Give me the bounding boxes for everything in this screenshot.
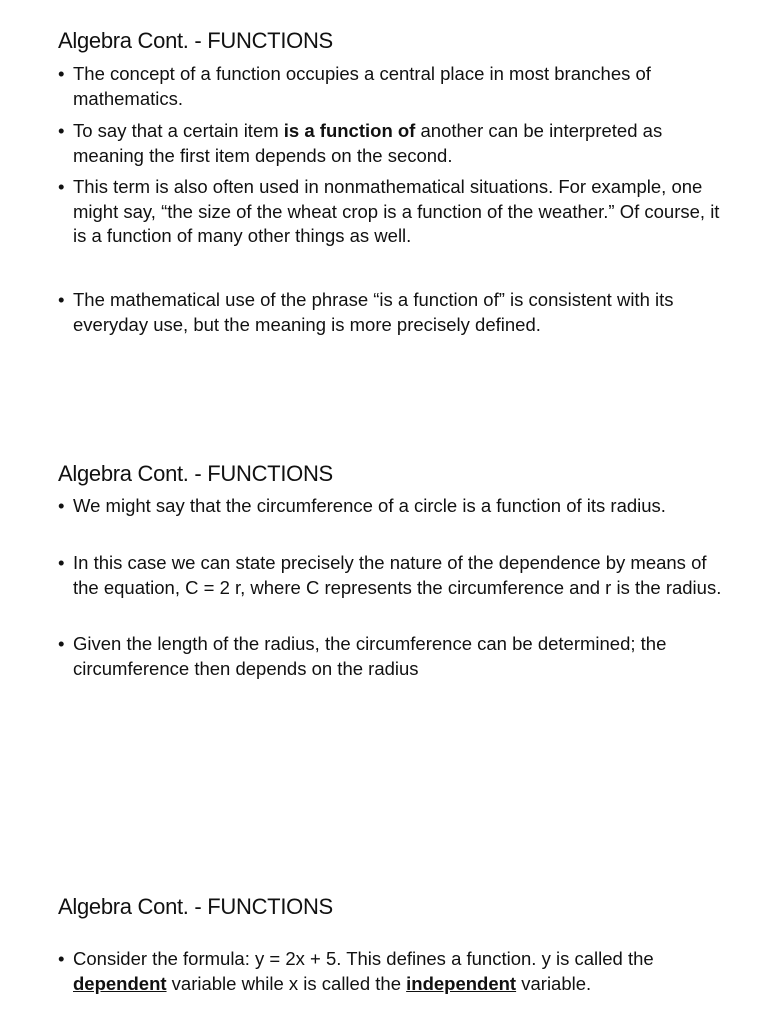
bullet-text: The mathematical use of the phrase “is a function of” is consistent with its everyday use, but the meaning is more precisely defined. [73, 289, 674, 335]
bullet-text-bold: is a function of [283, 120, 416, 141]
bullet-text-after: another can be interpreted as meaning the first item depends on the second. [73, 120, 663, 166]
bullet-dot: • [58, 495, 65, 516]
bullet-text-before: To say that a certain item [73, 120, 284, 141]
bullet-item [58, 494, 733, 519]
bullet-dot: • [58, 63, 65, 84]
term-dependent: dependent [73, 972, 167, 994]
term-independent: independent [406, 972, 517, 994]
bullet-item [58, 632, 733, 681]
bullet-dot: • [58, 120, 65, 141]
bullet-dot: • [58, 633, 65, 654]
bullet-dot: • [58, 176, 65, 197]
bullet-item [58, 947, 733, 996]
bullet-item [58, 119, 733, 168]
bullet-item [58, 288, 733, 337]
bullet-text: In this case we can state precisely the nature of the dependence by means of the equation, C = 2 r, where C represents the circumference and r is the radius. [73, 552, 722, 598]
bullet-text: We might say that the circumference of a circle is a function of its radius. [73, 495, 666, 516]
bullet-item [58, 551, 733, 600]
bullet-text: This term is also often used in nonmathematical situations. For example, one might say, “the size of the wheat crop is a function of the weather.” Of course, it is a function of many other things as well. [73, 176, 720, 246]
bullet-dot: • [58, 289, 65, 310]
bullet-text-after: variable. [516, 972, 592, 994]
bullet-dot: • [58, 552, 65, 573]
bullet-text-before: Consider the formula: y = 2x + 5. This defines a function. y is called the [73, 948, 654, 969]
bullet-text: The concept of a function occupies a central place in most branches of mathematics. [73, 63, 651, 109]
bullet-text-middle: variable while x is called the [166, 972, 407, 994]
slide-title: Algebra Cont. - FUNCTIONS [58, 461, 333, 486]
bullet-item [58, 62, 733, 111]
slide-title: Algebra Cont. - FUNCTIONS [58, 28, 333, 53]
bullet-dot: • [58, 948, 65, 969]
bullet-text: Given the length of the radius, the circumference can be determined; the circumference then depends on the radius [73, 633, 667, 679]
slide-title: Algebra Cont. - FUNCTIONS [58, 894, 333, 919]
bullet-item [58, 175, 733, 249]
